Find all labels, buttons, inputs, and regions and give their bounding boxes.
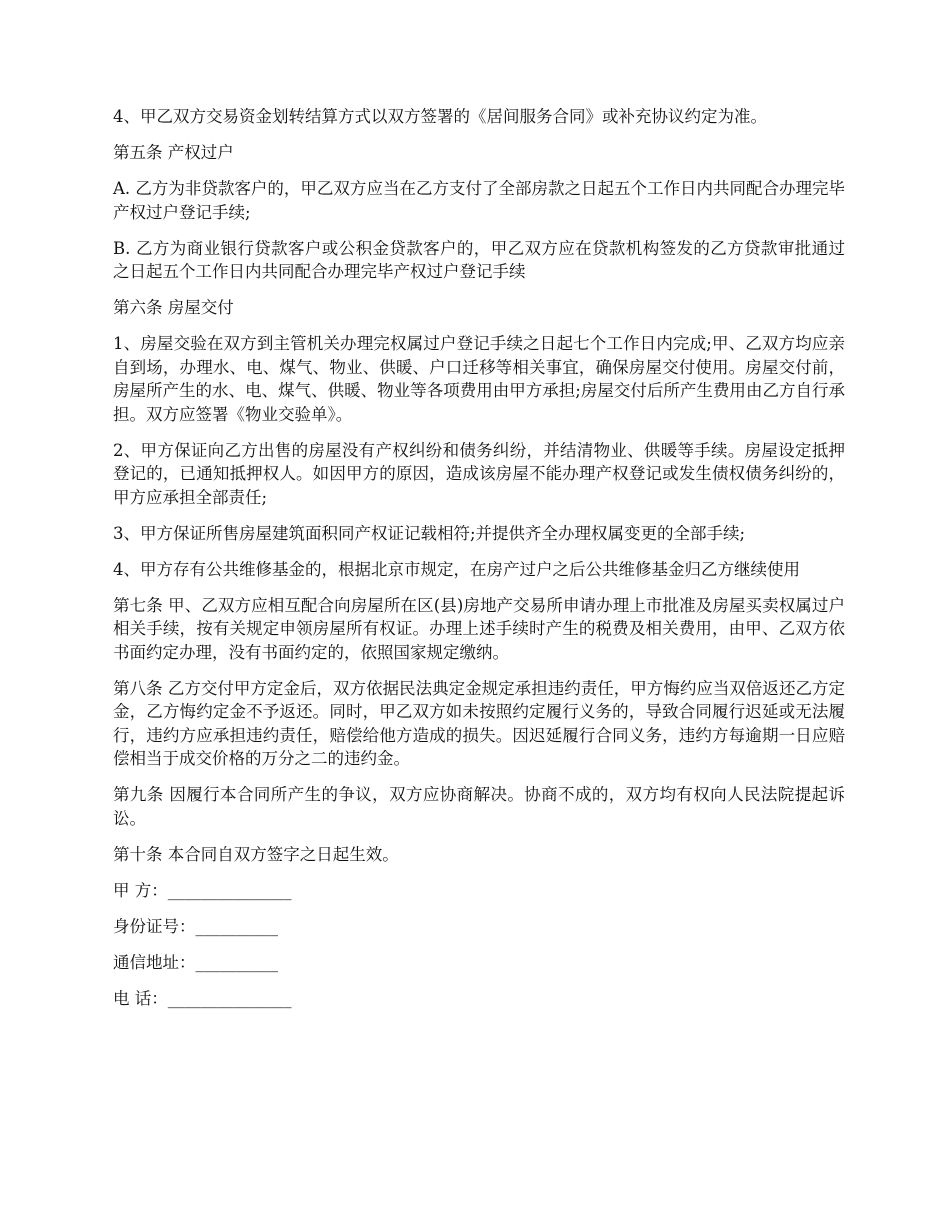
article-6-item-1: 1、房屋交验在双方到主管机关办理完权属过户登记手续之日起七个工作日内完成;甲、乙双方均应亲自到场，办理水、电、煤气、物业、供暖、户口迁移等相关事宜，确保房屋交付使用。房屋交付前，房屋所产生的水、电、煤气、供暖、物业等各项费用由甲方承担;房屋交付后所产生费用由乙方自行承担。双方应签署《物业交验单》。: [113, 334, 845, 424]
article-10: 第十条 本合同自双方签字之日起生效。: [113, 844, 399, 864]
article-5-heading: 第五条 产权过户: [113, 143, 234, 162]
article-6-item-3: 3、甲方保证所售房屋建筑面积同产权证记载相符;并提供齐全办理权属变更的全部手续;: [113, 523, 746, 543]
article-5-item-b: B. 乙方为商业银行贷款客户或公积金贷款客户的，甲乙双方应在贷款机构签发的乙方贷款审批通过之日起五个工作日内共同配合办理完毕产权过户登记手续: [113, 238, 845, 281]
signature-phone: 电 话：_______________: [113, 988, 292, 1008]
signature-party-a: 甲 方：_______________: [113, 880, 292, 900]
article-8: 第八条 乙方交付甲方定金后，双方依据民法典定金规定承担违约责任，甲方悔约应当双倍返还乙方定金，乙方悔约定金不予返还。同时，甲乙双方如未按照约定履行义务的，导致合同履行迟延或无法履行，违约方应承担违约责任，赔偿给他方造成的损失。因迟延履行合同义务，违约方每逾期一日应赔偿相当于成交价格的万分之二的违约金。: [113, 678, 845, 768]
article-7: 第七条 甲、乙双方应相互配合向房屋所在区(县)房地产交易所申请办理上市批准及房屋买卖权属过户相关手续，按有关规定申领房屋所有权证。办理上述手续时产生的税费及相关费用，由甲、乙双方依书面约定办理，没有书面约定的，依照国家规定缴纳。: [113, 595, 845, 662]
document-page: [113, 105, 845, 1023]
article-6-item-4: 4、甲方存有公共维修基金的，根据北京市规定，在房产过户之后公共维修基金归乙方继续使用: [113, 559, 800, 579]
article-6-item-2: 2、甲方保证向乙方出售的房屋没有产权纠纷和债务纠纷，并结清物业、供暖等手续。房屋设定抵押登记的，已通知抵押权人。如因甲方的原因，造成该房屋不能办理产权登记或发生债权债务纠纷的，甲方应承担全部责任;: [113, 440, 845, 507]
signature-address: 通信地址：__________: [113, 952, 278, 972]
signature-id-number: 身份证号：__________: [113, 916, 278, 936]
article-9: 第九条 因履行本合同所产生的争议，双方应协商解决。协商不成的，双方均有权向人民法院提起诉讼。: [113, 785, 845, 828]
article-6-heading: 第六条 房屋交付: [113, 298, 234, 317]
clause-4-payment-settlement: 4、甲乙双方交易资金划转结算方式以双方签署的《居间服务合同》或补充协议约定为准。: [113, 107, 767, 126]
article-5-item-a: A. 乙方为非贷款客户的，甲乙双方应当在乙方支付了全部房款之日起五个工作日内共同配合办理完毕产权过户登记手续;: [113, 179, 845, 222]
